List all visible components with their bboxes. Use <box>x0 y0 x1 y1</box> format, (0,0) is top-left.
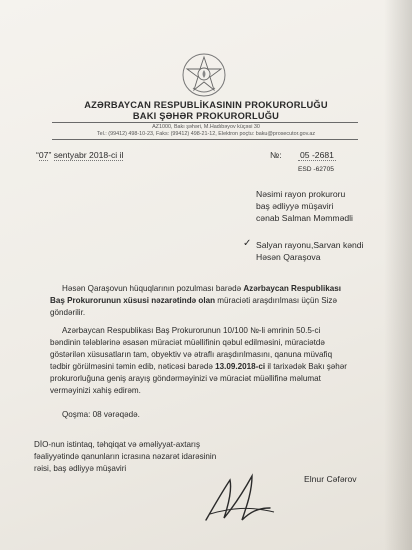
page-shadow <box>384 0 412 550</box>
signatory-title-line3: rəisi, baş ədliyyə müşaviri <box>34 464 127 473</box>
handwritten-signature <box>200 468 280 528</box>
body-line: verməyinizi xahiş edirəm. <box>50 386 141 395</box>
copy-addressee-line2: Həsən Qaraşova <box>256 252 321 262</box>
number-label: №: <box>270 150 282 160</box>
org-name-line1: AZƏRBAYCAN RESPUBLİKASININ PROKURORLUĞU <box>84 100 328 110</box>
addressee-line3: cənab Salman Məmmədli <box>256 213 353 223</box>
body-line: göstərilən xüsusatların tam, obyektiv və ətraflı araşdırılmasını, qanuna müvafiq <box>50 350 333 359</box>
org-name-line2: BAKI ŞƏHƏR PROKURORLUĞU <box>132 111 280 121</box>
addressee-line1: Nəsimi rayon prokuroru <box>256 189 346 199</box>
body-line: Azərbaycan Respublikası Baş Prokurorunun 10/100 №-li əmrinin 50.5-ci <box>62 326 321 335</box>
body-line: göndərilir. <box>50 308 86 317</box>
header-rule-top <box>52 122 358 123</box>
date-day: 07 <box>38 150 49 160</box>
body-line: prokurorluğuna geniş arayış göndərməyinizi və müraciət müəllifinə məlumat <box>50 374 321 383</box>
esd-number: ESD -62705 <box>298 166 334 173</box>
signatory-title-line2: fəaliyyətində qanunların icrasına nəzarət idarəsinin <box>34 452 217 461</box>
org-address: AZ1000, Bakı şəhəri, M.Hadıbəyov küçəsi 30 <box>152 124 260 130</box>
body-line: Həsən Qaraşovun hüquqlarının pozulması barədə Azərbaycan Respublikası <box>62 284 341 293</box>
state-emblem-icon <box>181 52 227 98</box>
header-rule-bottom <box>52 139 358 140</box>
signatory-name: Elnur Cəfərov <box>304 474 357 484</box>
body-line: tədbir görülməsini təmin edib, nəticəsi barədə 13.09.2018-ci il tarixədək Bakı şəhər <box>50 362 347 371</box>
date-month-year: sentyabr 2018-ci il <box>53 150 124 160</box>
letter-date: “07” sentyabr 2018-ci il <box>36 150 124 160</box>
copy-addressee-line1: Salyan rayonu,Sarvan kəndi <box>256 240 364 250</box>
letter-number: 05 -2681 <box>300 150 334 160</box>
body-line: Baş Prokurorunun xüsusi nəzarətində olan müraciəti araşdırılması üçün Sizə <box>50 296 337 305</box>
body-line: bəndinin tələblərinə əsasən müraciət müəllifinin qəbul edilməsini, müraciətdə <box>50 338 325 347</box>
org-contacts: Tel.: (99412) 498-10-23, Faks: (99412) 498-21-12, Elektron poçtu: baku@prosecutor.gov.az <box>96 131 316 137</box>
signatory-title-line1: DİO-nun istintaq, təhqiqat və əməliyyat-axtarış <box>34 440 200 449</box>
checkmark-icon: ✓ <box>243 238 252 249</box>
attachment-note: Qoşma: 08 vərəqədə. <box>62 410 140 419</box>
addressee-line2: baş ədliyyə müşaviri <box>256 201 334 211</box>
